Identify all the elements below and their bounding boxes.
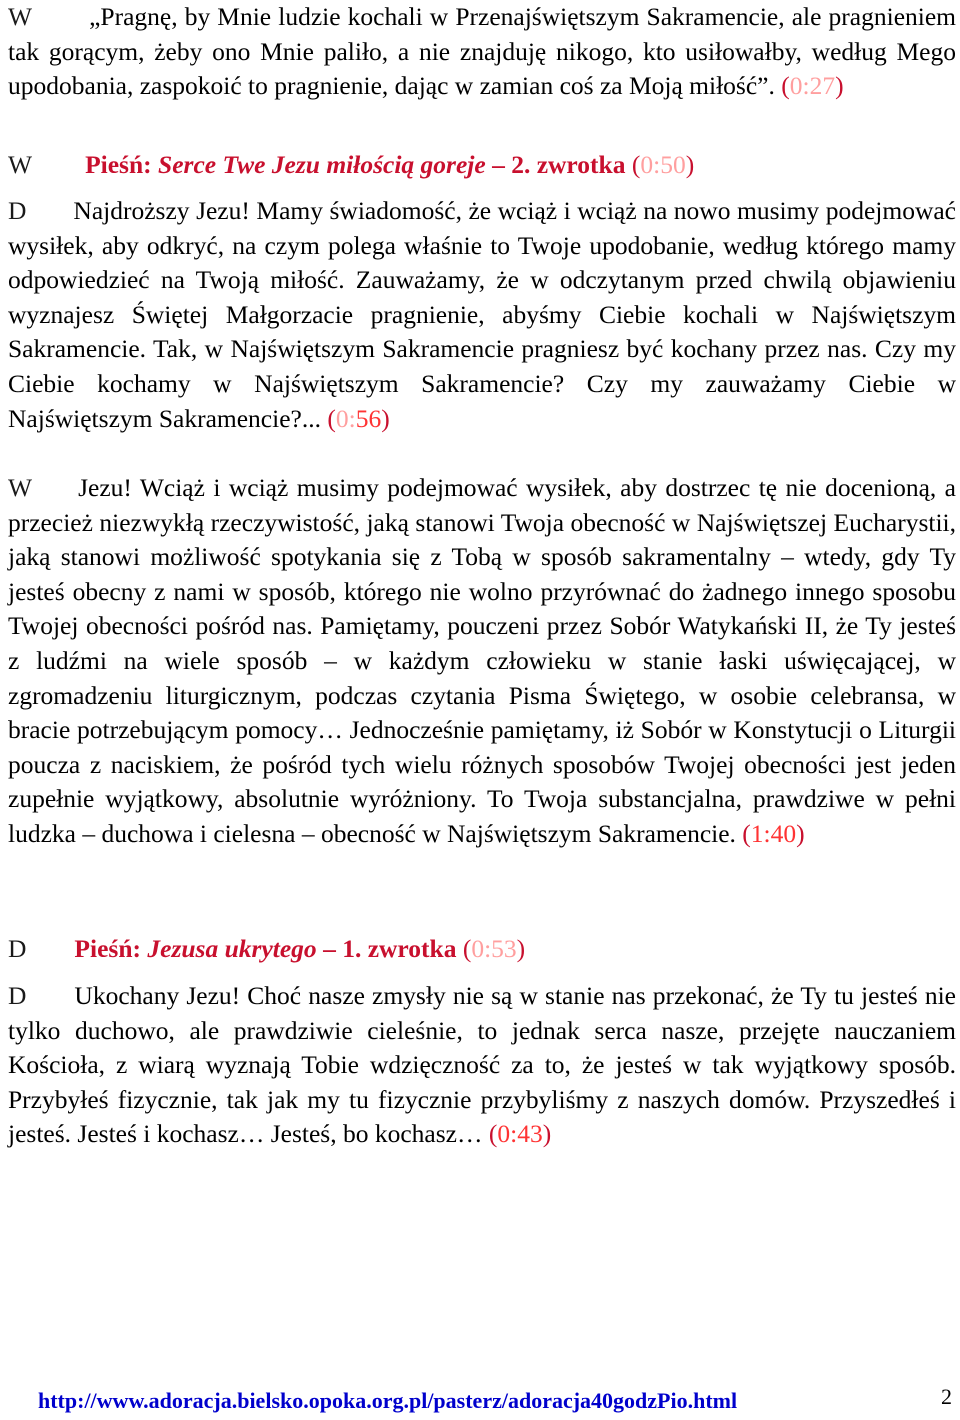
speaker-label: W	[8, 150, 33, 179]
paragraph-reflection: D Najdroższy Jezu! Mamy świadomość, że wciąż i wciąż na nowo musimy podejmować wysiłek, aby odkryć, na czym polega właśnie to Twoje upodobanie, według którego mamy odpowiedzieć na Twoją miłość. Zauważamy, że w odczytanym przed chwilą objawieniu wyznajesz Świętej Małgorzacie pragnienie, abyśmy Ciebie kochali w Najświętszym Sakramencie. Tak, w Najświętszym Sakramencie pragniesz być kochany przez nas. Czy my Ciebie kochamy w Najświętszym Sakramencie? Czy my zauważamy Ciebie w Najświętszym Sakramencie?... (0:56)	[8, 196, 956, 433]
paragraph-text: „Pragnę, by Mnie ludzie kochali w Przenajświętszym Sakramencie, ale pragnieniem tak gorącym, żeby ono Mnie paliło, a nie znajduję nikogo, kto usiłowałby, według Mego upodobania, zaspokoić to pragnienie, dając w zamian coś za Moją miłość”.	[8, 2, 956, 101]
speaker-label: W	[8, 2, 33, 31]
speaker-label: W	[8, 473, 33, 502]
timestamp: 1:	[750, 818, 771, 848]
timestamp: 0:	[471, 934, 492, 963]
timestamp: 0:	[497, 1119, 518, 1149]
paragraph-text: Jezu! Wciąż i wciąż musimy podejmować wysiłek, aby dostrzec tę nie docenioną, a przecież niezwykłą rzeczywistość, jaką stanowi Twoja obecność w Najświętszej Eucharystii, jaką stanowi możliwość spotykania się z Tobą w sposób sakramentalny – wtedy, gdy Ty jesteś obecny z nami w sposób, którego nie wolno przyrównać do żadnego innego sposobu Twojej obecności pośród nas. Pamiętamy, pouczeni przez Sobór Watykański II, że Ty jesteś z ludźmi na wiele sposób – w każdym człowieku w stanie łaski uświęcającej, w zgromadzeniu liturgicznym, podczas czytania Pisma Świętego, w osobie celebransa, w bracie potrzebującym pomocy… Jednocześnie pamiętamy, iż Sobór w Konstytucji o Liturgii poucza z naciskiem, że pośród tych wielu różnych sposobów Twojej obecności jest jeden zupełnie wyjątkowy, absolutnie wyróżniony. To Twoja substancjalna, prawdziwe w pełni ludzka – duchowa i cielesna – obecność w Najświętszym Sakramencie.	[8, 473, 956, 848]
paragraph-presence: W Jezu! Wciąż i wciąż musimy podejmować wysiłek, aby dostrzec tę nie docenioną, a przecież niezwykłą rzeczywistość, jaką stanowi Twoja obecność w Najświętszej Eucharystii, jaką stanowi możliwość spotykania się z Tobą w sposób sakramentalny – wtedy, gdy Ty jesteś obecny z nami w sposób, którego nie wolno przyrównać do żadnego innego sposobu Twojej obecności pośród nas. Pamiętamy, pouczeni przez Sobór Watykański II, że Ty jesteś z ludźmi na wiele sposób – w każdym człowieku w stanie łaski uświęcającej, w zgromadzeniu liturgicznym, podczas czytania Pisma Świętego, w osobie celebransa, w bracie potrzebującym pomocy… Jednocześnie pamiętamy, iż Sobór w Konstytucji o Liturgii poucza z naciskiem, że pośród tych wielu różnych sposobów Twojej obecności jest jeden zupełnie wyjątkowy, absolutnie wyróżniony. To Twoja substancjalna, prawdziwe w pełni ludzka – duchowa i cielesna – obecność w Najświętszym Sakramencie. (1:40)	[8, 473, 956, 848]
timestamp: 0:	[640, 150, 661, 179]
speaker-label: D	[8, 981, 27, 1010]
paragraph-text: Najdroższy Jezu! Mamy świadomość, że wciąż i wciąż na nowo musimy podejmować wysiłek, aby odkryć, na czym polega właśnie to Twoje upodobanie, według którego mamy odpowiedzieć na Twoją miłość. Zauważamy, że w odczytanym przed chwilą objawieniu wyznajesz Świętej Małgorzacie pragnienie, abyśmy Ciebie kochali w Najświętszym Sakramencie. Tak, w Najświętszym Sakramencie pragniesz być kochany przez nas. Czy my Ciebie kochamy w Najświętszym Sakramencie? Czy my zauważamy Ciebie w Najświętszym Sakramencie?...	[8, 196, 956, 433]
timestamp: 0:	[789, 71, 810, 101]
paragraph-love: D Ukochany Jezu! Choć nasze zmysły nie są w stanie nas przekonać, że Ty tu jesteś nie tylko duchowo, ale prawdziwie cieleśnie, to jednak serca nasze, przejęte nauczaniem Kościoła, z wiarą wyznają Tobie wdzięczność za to, że jesteś w tak wyjątkowy sposób. Przybyłeś fizycznie, tak jak my tu fizycznie przybyliśmy z naszych domów. Przyszedłeś i jesteś. Jesteś i kochasz… Jesteś, bo kochasz… (0:43)	[8, 981, 956, 1149]
song-heading: D Pieśń: Jezusa ukrytego – 1. zwrotka (0:53)	[8, 934, 526, 963]
paragraph-quote: W „Pragnę, by Mnie ludzie kochali w Przenajświętszym Sakramencie, ale pragnieniem tak gorącym, żeby ono Mnie paliło, a nie znajduję nikogo, kto usiłowałby, według Mego upodobania, zaspokoić to pragnienie, dając w zamian coś za Moją miłość”. (0:27)	[8, 2, 956, 101]
speaker-label: D	[8, 934, 27, 963]
page-number: 2	[941, 1384, 952, 1409]
footer-url-link[interactable]: http://www.adoracja.bielsko.opoka.org.pl/pasterz/adoracja40godzPio.html	[38, 1388, 738, 1413]
song-title: Jezusa ukrytego	[147, 934, 317, 963]
speaker-label: D	[8, 196, 27, 225]
song-heading: W Pieśń: Serce Twe Jezu miłością goreje – 2. zwrotka (0:50)	[8, 150, 695, 179]
song-title: Serce Twe Jezu miłością goreje	[158, 150, 486, 179]
paragraph-text: Ukochany Jezu! Choć nasze zmysły nie są w stanie nas przekonać, że Ty tu jesteś nie tylko duchowo, ale prawdziwie cieleśnie, to jednak serca nasze, przejęte nauczaniem Kościoła, z wiarą wyznają Tobie wdzięczność za to, że jesteś w tak wyjątkowy sposób. Przybyłeś fizycznie, tak jak my tu fizycznie przybyliśmy z naszych domów. Przyszedłeś i jesteś. Jesteś i kochasz… Jesteś, bo kochasz…	[8, 981, 956, 1149]
timestamp: 0:	[335, 403, 356, 433]
